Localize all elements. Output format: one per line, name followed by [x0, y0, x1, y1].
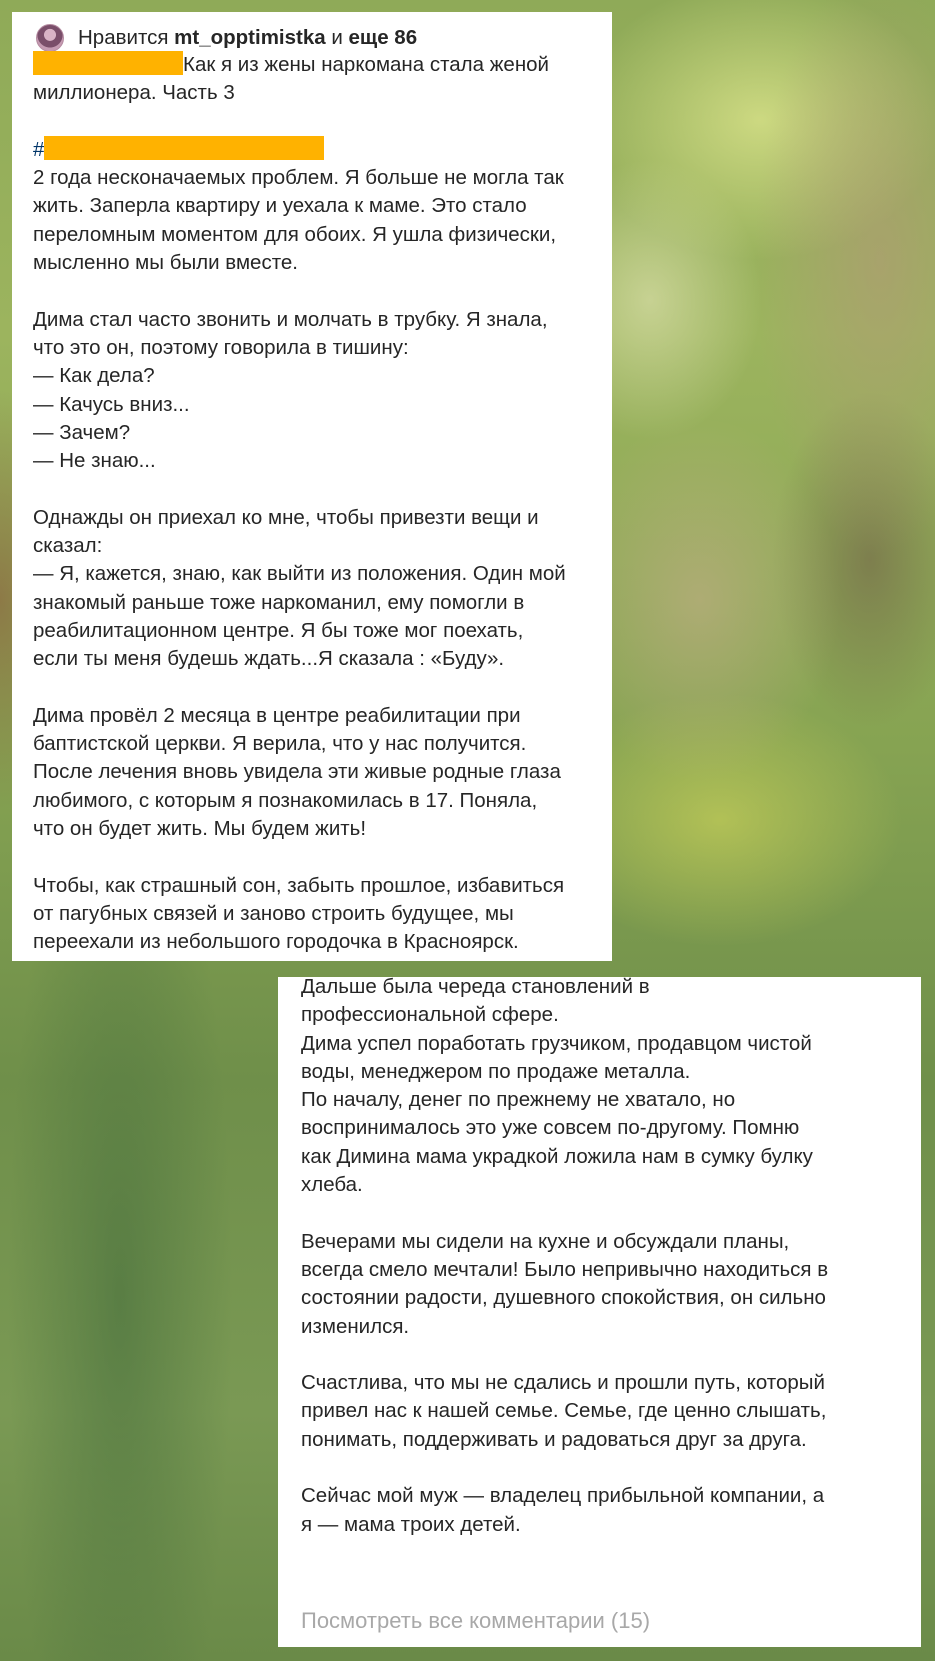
post-caption-card: [12, 12, 612, 961]
caption-text: [33, 51, 603, 957]
redacted-hashtag-block: [44, 136, 324, 160]
redacted-username-block: [33, 51, 183, 75]
likes-others-count[interactable]: еще 86: [348, 26, 418, 49]
caption-title-line-2: миллионера. Часть 3: [33, 81, 235, 105]
paragraph-4: Дима провёл 2 месяца в центре реабилитации при баптистской церкви. Я верила, что у нас получится. После лечения вновь увидела эти живые родные глаза любимого, с которым я познакомилась в 17. Поняла, что он будет жить. Мы будем жить!: [33, 703, 561, 841]
paragraph-3: Однажды он приехал ко мне, чтобы привезти вещи и сказал: — Я, кажется, знаю, как выйти из положения. Один мой знакомый раньше тоже наркоманил, ему помогли в реабилитационном центре. Я бы тоже мог поехать, если ты меня будешь ждать...Я сказала : «Буду».: [33, 505, 566, 671]
caption-continuation-card: [278, 977, 921, 1647]
paragraph-1: 2 года несконачаемых проблем. Я больше не могла так жить. Заперла квартиру и уехала к маме. Это стало переломным моментом для обоих. Я ушла физически, мысленно мы были вместе.: [33, 166, 564, 275]
continuation-paragraph-1: Дальше была череда становлений в профессиональной сфере. Дима успел поработать грузчиком, продавцом чистой воды, менеджером по продаже металла. По началу, денег по прежнему не хватало, но воспринималось это уже совсем по-другому. Помню как Димина мама украдкой ложила нам в сумку булку хлеба.: [301, 975, 813, 1197]
caption-title-line-1: Как я из жены наркомана стала женой: [33, 51, 603, 79]
continuation-paragraph-3: Счастлива, что мы не сдались и прошли путь, который привел нас к нашей семье. Семье, где ценно слышать, понимать, поддерживать и радоваться друг за друга.: [301, 1371, 827, 1451]
liker-username[interactable]: mt_opptimistka: [174, 26, 326, 49]
view-all-comments-link[interactable]: Посмотреть все комментарии (15): [301, 1608, 651, 1633]
likes-text[interactable]: Нравится mt_opptimistka и еще 86: [78, 26, 418, 49]
likes-row[interactable]: [36, 24, 417, 52]
paragraph-5: Чтобы, как страшный сон, забыть прошлое, избавиться от пагубных связей и заново строить будущее, мы переехали из небольшого городочка в Красноярск.: [33, 873, 565, 954]
continuation-paragraph-2: Вечерами мы сидели на кухне и обсуждали планы, всегда смело мечтали! Было непривычно находиться в состоянии радости, душевного спокойствия, он сильно изменился.: [301, 1229, 829, 1338]
continuation-paragraph-4: Сейчас мой муж — владелец прибыльной компании, а я — мама троих детей.: [301, 1484, 825, 1536]
continuation-text: [301, 973, 906, 1539]
liker-avatar[interactable]: [36, 24, 64, 52]
hashtag-line[interactable]: #: [33, 136, 603, 164]
paragraph-2: Дима стал часто звонить и молчать в трубку. Я знала, что это он, поэтому говорила в тишину: — Как дела? — Качусь вниз... — Зачем? — Не знаю...: [33, 307, 548, 473]
